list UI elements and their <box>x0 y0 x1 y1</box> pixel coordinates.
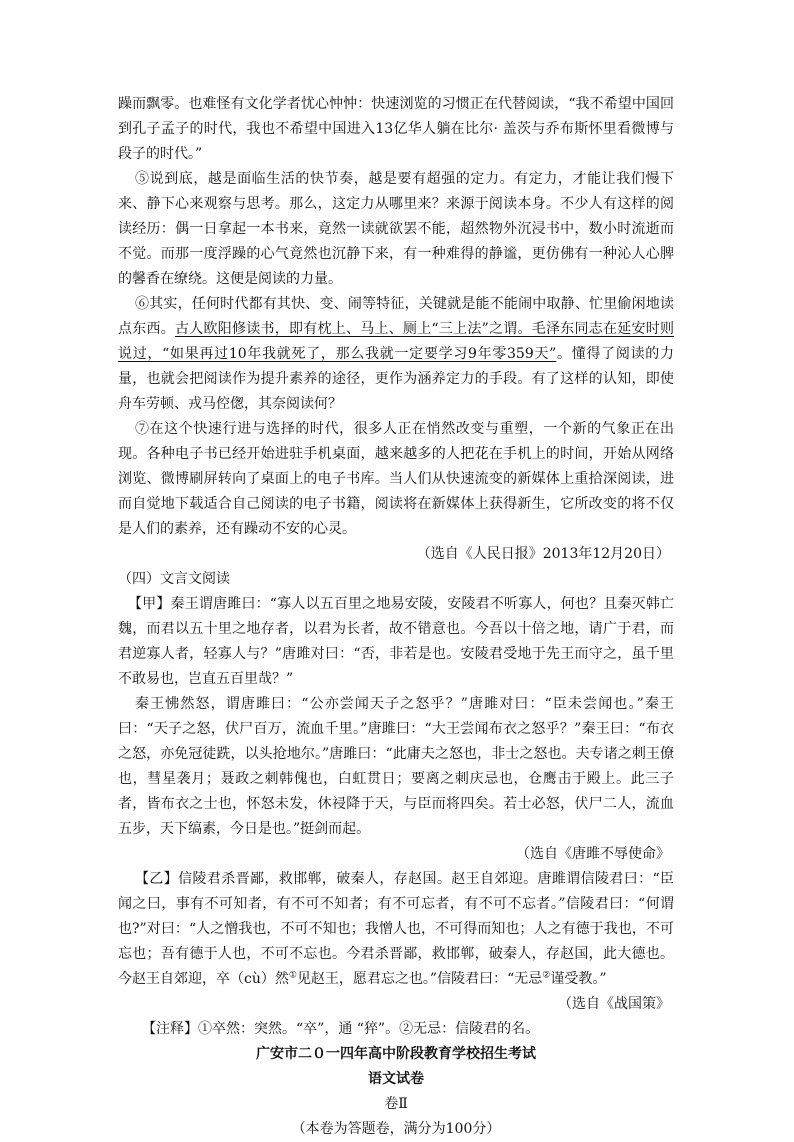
paragraph-6-underlined: 古人欧阳修读书，即有枕上、马上、厕上“三上法”之谓。毛泽东同志在延安时则说过，“如果再过10年我就死了，那么我就一定要学习9年零359天” <box>118 321 675 362</box>
footnote-marker-2: ② <box>542 970 551 981</box>
passage-yi-source: （选自《战国策》 <box>558 996 670 1012</box>
passage-yi-text-2: 见赵王，愿君忘之也。”信陵君曰：“无忌 <box>296 971 543 987</box>
annotation-note <box>118 1017 674 1042</box>
section-heading-classical: （四）文言文阅读 <box>118 571 230 587</box>
exam-subject: 语文试卷 <box>368 1071 424 1087</box>
exam-volume: 卷Ⅱ <box>384 1096 408 1112</box>
annotation-text: ①卒然：突然。“卒”，通 “猝”。②无忌：信陵君的名。 <box>198 1021 540 1037</box>
annotation-label: 【注释】 <box>142 1021 198 1037</box>
article-source: （选自《人民日报》2013年12月20日） <box>416 546 670 562</box>
exam-description: （本卷为答题卷，满分为100分） <box>291 1121 501 1137</box>
paragraph-7: ⑦在这个快速行进与选择的时代，很多人正在悄然改变与重塑，一个新的气象正在出现。各种电子书已经开始进驻手机桌面，越来越多的人把花在手机上的时间，开始从网络浏览、微博刷屏转向了桌面上的电子书库。当人们从快速流变的新媒体上重拾深阅读，进而自觉地下载适合自己阅读的电子书籍，阅读将在新媒体上获得新生，它所改变的将不仅是人们的素养，还有躁动不安的心灵。 <box>118 421 674 537</box>
paragraph-6-start: ⑥其实，任何时代都有其快、变、闹等特征，关键就是能不能闹中取静、忙里偷闲地读点东西。 <box>118 296 674 337</box>
passage-jia-source: （选自《唐雎不辱使命》 <box>516 846 670 862</box>
passage-yi-text-3: 谨受教。” <box>550 971 607 987</box>
passage-yi-label: 【乙】 <box>135 871 179 887</box>
passage-jia-paragraph-1 <box>118 592 674 692</box>
passage-jia-text-1: 秦王谓唐雎曰：“寡人以五百里之地易安陵，安陵君不听寡人，何也？且秦灭韩亡魏，而君以五十里之地存者，以君为长者，故不错意也。今吾以十倍之地，请广于君，而君逆寡人者，轻寡人与？”唐雎对曰：“否，非若是也。安陵君受地于先王而守之，虽千里不敢易也，岂直五百里哉？” <box>118 596 675 687</box>
passage-jia-paragraph-2: 秦王怫然怒，谓唐雎曰：“公亦尝闻天子之怒乎？”唐雎对曰：“臣未尝闻也。”秦王曰：“天子之怒，伏尸百万，流血千里。”唐雎曰：“大王尝闻布衣之怒乎？”秦王曰：“布衣之怒，亦免冠徒跣，以头抢地尔。”唐雎曰：“此庸夫之怒也，非士之怒也。夫专诸之刺王僚也，彗星袭月；聂政之刺韩傀也，白虹贯日；要离之刺庆忌也，仓鹰击于殿上。此三子者，皆布衣之士也，怀怒未发，休祲降于天，与臣而将四矣。若士必怒，伏尸二人，流血五步，天下缟素，今日是也。”挺剑而起。 <box>118 696 674 837</box>
passage-yi-text-1: 信陵君杀晋鄙，救邯郸，破秦人，存赵国。赵王自郊迎。唐雎谓信陵君曰：“臣闻之曰，事有不可知者，有不可不知者；有不可忘者，有不可不忘者。”信陵君曰：“何谓也?”对曰：“人之憎我也，不可不知也；我憎人也，不可得而知也；人之有德于我也，不可忘也；吾有德于人也，不可不忘也。今君杀晋鄙，救邯郸，破秦人，存赵国，此大德也。今赵王自郊迎，卒（cù）然 <box>118 871 675 987</box>
passage-jia-label: 【甲】 <box>128 596 171 612</box>
footnote-marker-1: ① <box>288 970 297 981</box>
exam-title: 广安市二０一四年高中阶段教育学校招生考试 <box>256 1046 536 1062</box>
paragraph-6 <box>118 292 674 417</box>
document-page <box>118 92 674 1142</box>
passage-yi-paragraph <box>118 867 674 992</box>
paragraph-6-end: 。懂得了阅读的力量，也就会把阅读作为提升素养的途径，更作为涵养定力的手段。有了这样的认知，即使舟车劳顿、戎马倥偬，其奈阅读何？ <box>118 346 675 412</box>
paragraph-5: ⑤说到底，越是面临生活的快节奏，越是要有超强的定力。有定力，才能让我们慢下来、静下心来观察与思考。那么，这定力从哪里来？来源于阅读本身。不少人有这样的阅读经历：偶一日拿起一本书来，竟然一读就欲罢不能，超然物外沉浸书中，数小时流逝而不觉。而那一度浮躁的心气竟然也沉静下来，有一种难得的静谧，更仿佛有一种沁人心脾的馨香在缭绕。这便是阅读的力量。 <box>118 171 674 287</box>
paragraph-4-tail: 躁而飘零。也难怪有文化学者忧心忡忡：快速浏览的习惯正在代替阅读，“我不希望中国回到孔子孟子的时代，我也不希望中国进入13亿华人躺在比尔· 盖茨与乔布斯怀里看微博与段子的时代。” <box>118 96 674 162</box>
